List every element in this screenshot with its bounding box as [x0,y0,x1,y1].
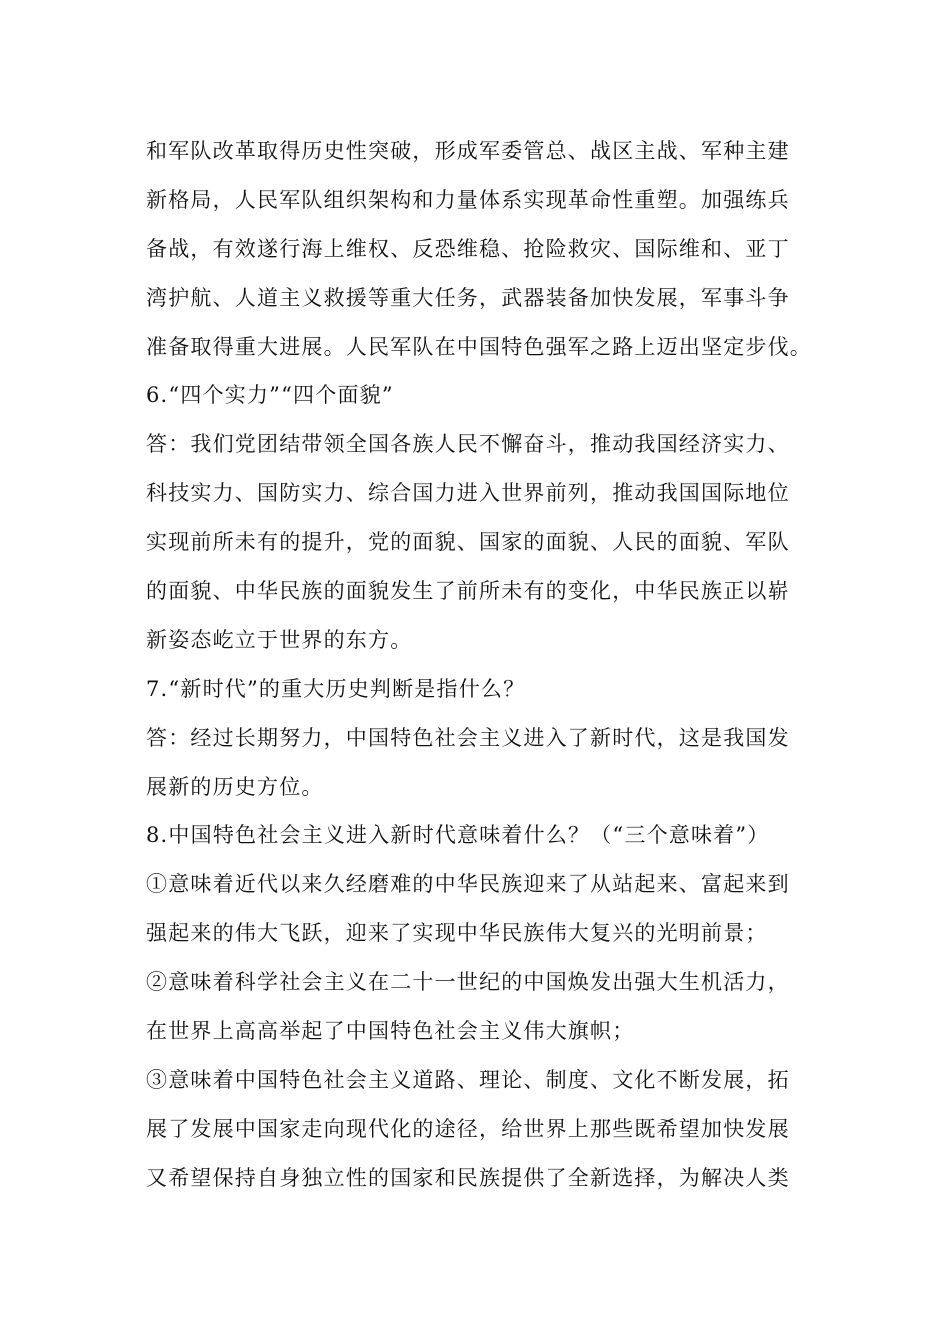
paragraph-line: 湾护航、人道主义救援等重大任务，武器装备加快发展，军事斗争 [146,285,790,310]
section-heading-6: 6.“四个实力”“四个面貌” [146,383,394,408]
list-item-3-line: 展了发展中国家走向现代化的途径，给世界上那些既希望加快发展 [146,1116,790,1141]
section-heading-7: 7.“新时代”的重大历史判断是指什么？ [146,676,526,701]
list-item-3-line: ③意味着中国特色社会主义道路、理论、制度、文化不断发展，拓 [146,1067,790,1092]
answer-line: 实现前所未有的提升，党的面貌、国家的面貌、人民的面貌、军队 [146,530,790,555]
list-item-3-line: 又希望保持自身独立性的国家和民族提供了全新选择，为解决人类 [146,1165,790,1190]
answer-line: 答：经过长期努力，中国特色社会主义进入了新时代，这是我国发 [146,725,790,750]
answer-line: 的面貌、中华民族的面貌发生了前所未有的变化，中华民族正以崭 [146,579,790,604]
answer-line: 答：我们党团结带领全国各族人民不懈奋斗，推动我国经济实力、 [146,432,790,457]
paragraph-line: 备战，有效遂行海上维权、反恐维稳、抢险救灾、国际维和、亚丁 [146,236,790,261]
answer-line: 科技实力、国防实力、综合国力进入世界前列，推动我国国际地位 [146,481,790,506]
answer-line: 展新的历史方位。 [146,774,324,799]
paragraph-line: 准备取得重大进展。人民军队在中国特色强军之路上迈出坚定步伐。 [146,334,812,359]
list-item-2-line: 在世界上高高举起了中国特色社会主义伟大旗帜； [146,1019,635,1044]
section-heading-8: 8.中国特色社会主义进入新时代意味着什么？（“三个意味着”） [146,823,770,848]
paragraph-line: 新格局，人民军队组织架构和力量体系实现革命性重塑。加强练兵 [146,187,790,212]
list-item-2-line: ②意味着科学社会主义在二十一世纪的中国焕发出强大生机活力， [146,970,790,995]
list-item-1-line: ①意味着近代以来久经磨难的中华民族迎来了从站起来、富起来到 [146,872,790,897]
paragraph-line: 和军队改革取得历史性突破，形成军委管总、战区主战、军种主建 [146,139,790,163]
answer-line: 新姿态屹立于世界的东方。 [146,627,413,652]
document-body [146,127,826,1203]
list-item-1-line: 强起来的伟大飞跃，迎来了实现中华民族伟大复兴的光明前景； [146,921,768,946]
